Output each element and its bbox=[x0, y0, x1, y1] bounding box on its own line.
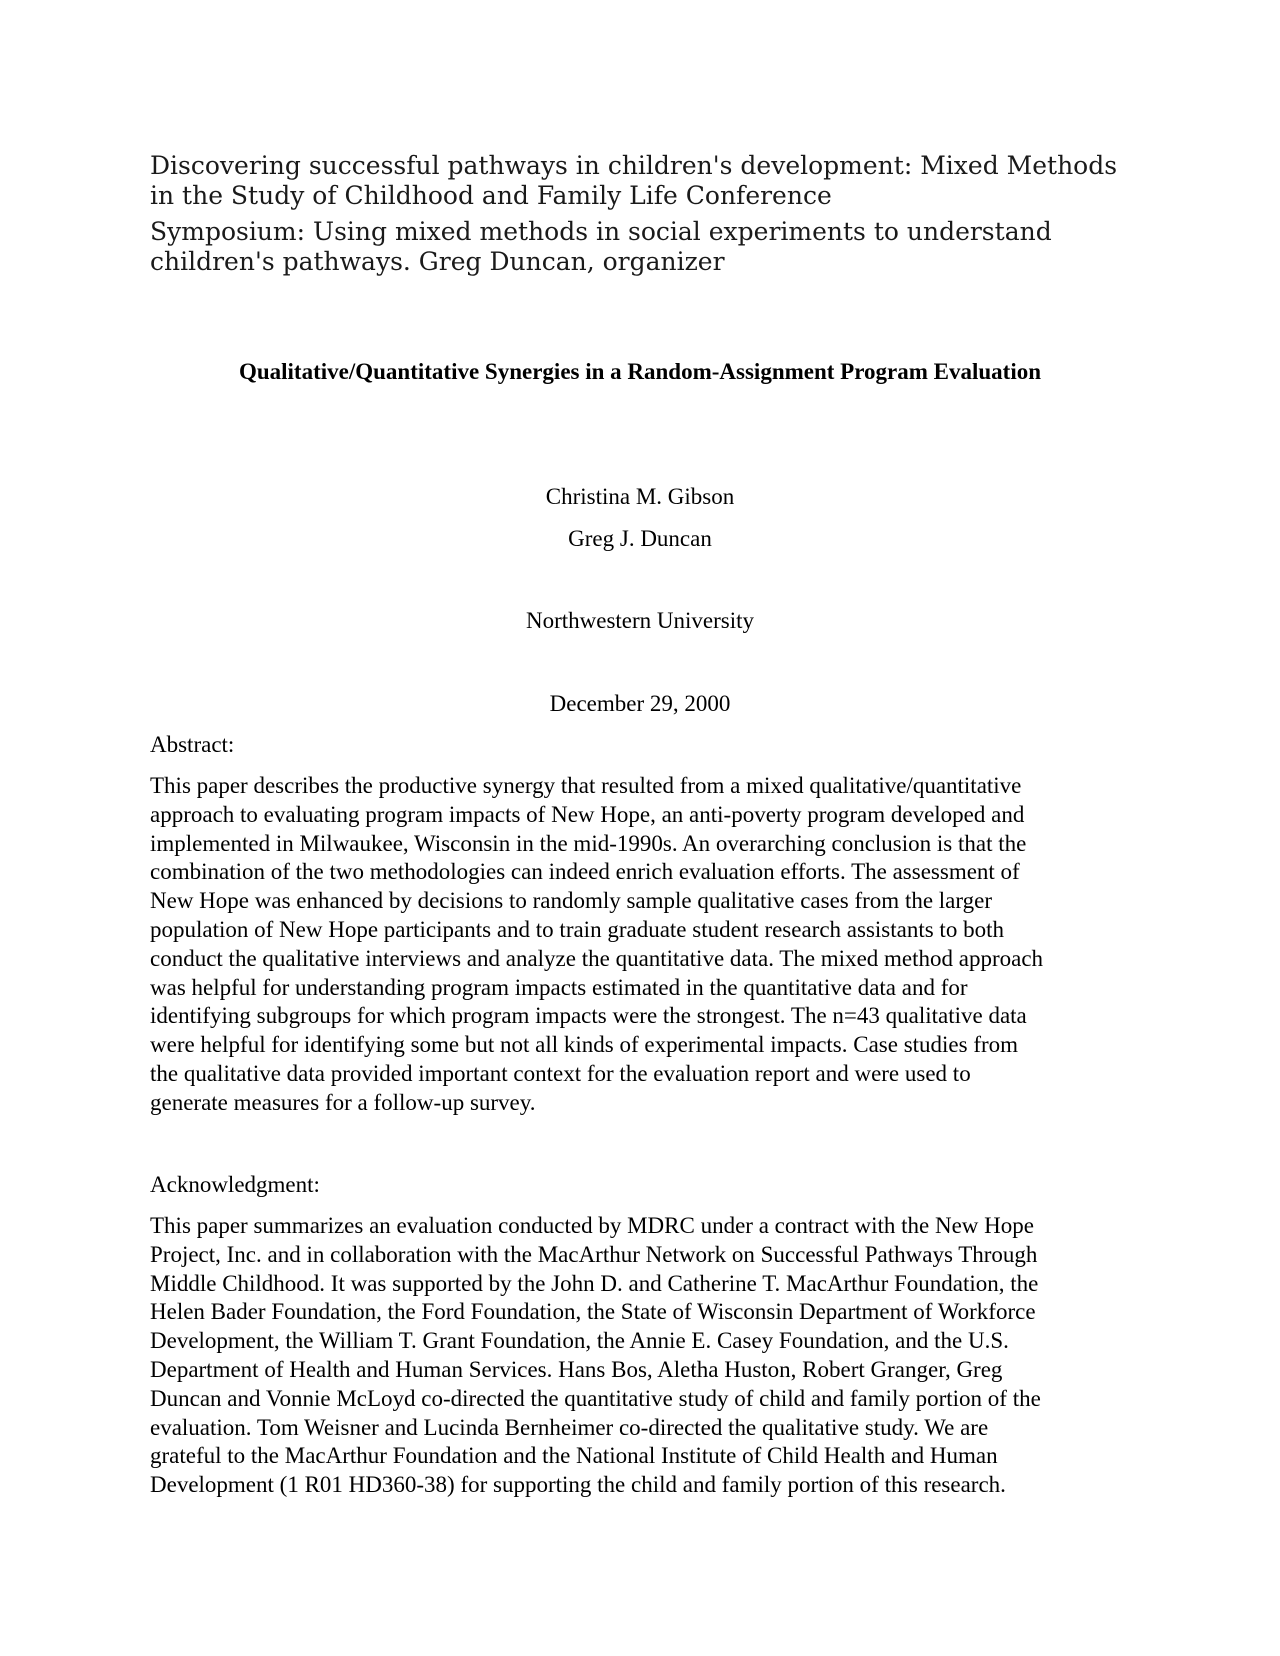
acknowledgment-line: Department of Health and Human Services. Hans Bos, Aletha Huston, Robert Granger, Greg bbox=[150, 1356, 1003, 1382]
acknowledgment-line: Project, Inc. and in collaboration with the MacArthur Network on Successful Pathways Through bbox=[150, 1241, 1038, 1267]
author-2: Greg J. Duncan bbox=[568, 526, 712, 551]
acknowledgment-line: Duncan and Vonnie McLoyd co-directed the quantitative study of child and family portion of the bbox=[150, 1385, 1041, 1411]
abstract-line: conduct the qualitative interviews and analyze the quantitative data. The mixed method approach bbox=[150, 945, 1044, 971]
abstract-line: was helpful for understanding program impacts estimated in the quantitative data and for bbox=[150, 974, 968, 1000]
conference-line-1: Discovering successful pathways in children's development: Mixed Methods bbox=[150, 151, 1118, 180]
symposium-line-2: children's pathways. Greg Duncan, organizer bbox=[150, 247, 725, 276]
acknowledgment-line: Development (1 R01 HD360-38) for supporting the child and family portion of this research. bbox=[150, 1472, 1006, 1498]
conference-line-2: in the Study of Childhood and Family Life Conference bbox=[150, 181, 832, 210]
abstract-line: approach to evaluating program impacts of New Hope, an anti-poverty program developed and bbox=[150, 801, 1025, 827]
affiliation: Northwestern University bbox=[525, 608, 755, 633]
acknowledgment-line: Middle Childhood. It was supported by the John D. and Catherine T. MacArthur Foundation, the bbox=[150, 1270, 1039, 1296]
abstract-line: were helpful for identifying some but not all kinds of experimental impacts. Case studies from bbox=[150, 1032, 1019, 1058]
abstract-line: implemented in Milwaukee, Wisconsin in the mid-1990s. An overarching conclusion is that the bbox=[150, 830, 1027, 856]
conference-heading bbox=[150, 151, 1140, 211]
abstract-line: This paper describes the productive synergy that resulted from a mixed qualitative/quantitative bbox=[150, 773, 1022, 798]
acknowledgment-line: This paper summarizes an evaluation conducted by MDRC under a contract with the New Hope bbox=[150, 1213, 1034, 1238]
abstract-label: Abstract: bbox=[150, 732, 235, 757]
abstract-line: combination of the two methodologies can indeed enrich evaluation efforts. The assessment of bbox=[150, 859, 1020, 885]
acknowledgment-body bbox=[150, 1212, 1160, 1500]
abstract-line: generate measures for a follow-up survey. bbox=[150, 1089, 536, 1115]
acknowledgment-line: Development, the William T. Grant Foundation, the Annie E. Casey Foundation, and the U.S. bbox=[150, 1328, 1009, 1354]
abstract-line: New Hope was enhanced by decisions to randomly sample qualitative cases from the larger bbox=[150, 888, 993, 914]
paper-title: Qualitative/Quantitative Synergies in a Random-Assignment Program Evaluation bbox=[238, 359, 1042, 384]
abstract-line: identifying subgroups for which program impacts were the strongest. The n=43 qualitative data bbox=[150, 1003, 1027, 1029]
acknowledgment-line: Helen Bader Foundation, the Ford Foundation, the State of Wisconsin Department of Workforce bbox=[150, 1299, 1036, 1325]
abstract-line: the qualitative data provided important context for the evaluation report and were used to bbox=[150, 1060, 971, 1086]
symposium-line-1: Symposium: Using mixed methods in social experiments to understand bbox=[150, 217, 1052, 246]
abstract-line: population of New Hope participants and to train graduate student research assistants to both bbox=[150, 916, 1004, 942]
acknowledgment-line: evaluation. Tom Weisner and Lucinda Bernheimer co-directed the qualitative study. We are bbox=[150, 1414, 989, 1440]
acknowledgment-label: Acknowledgment: bbox=[150, 1172, 320, 1197]
abstract-body bbox=[150, 772, 1160, 1118]
symposium-heading bbox=[150, 217, 1140, 277]
acknowledgment-line: grateful to the MacArthur Foundation and the National Institute of Child Health and Human bbox=[150, 1443, 998, 1469]
author-1: Christina M. Gibson bbox=[545, 484, 735, 509]
paper-date: December 29, 2000 bbox=[549, 691, 731, 716]
